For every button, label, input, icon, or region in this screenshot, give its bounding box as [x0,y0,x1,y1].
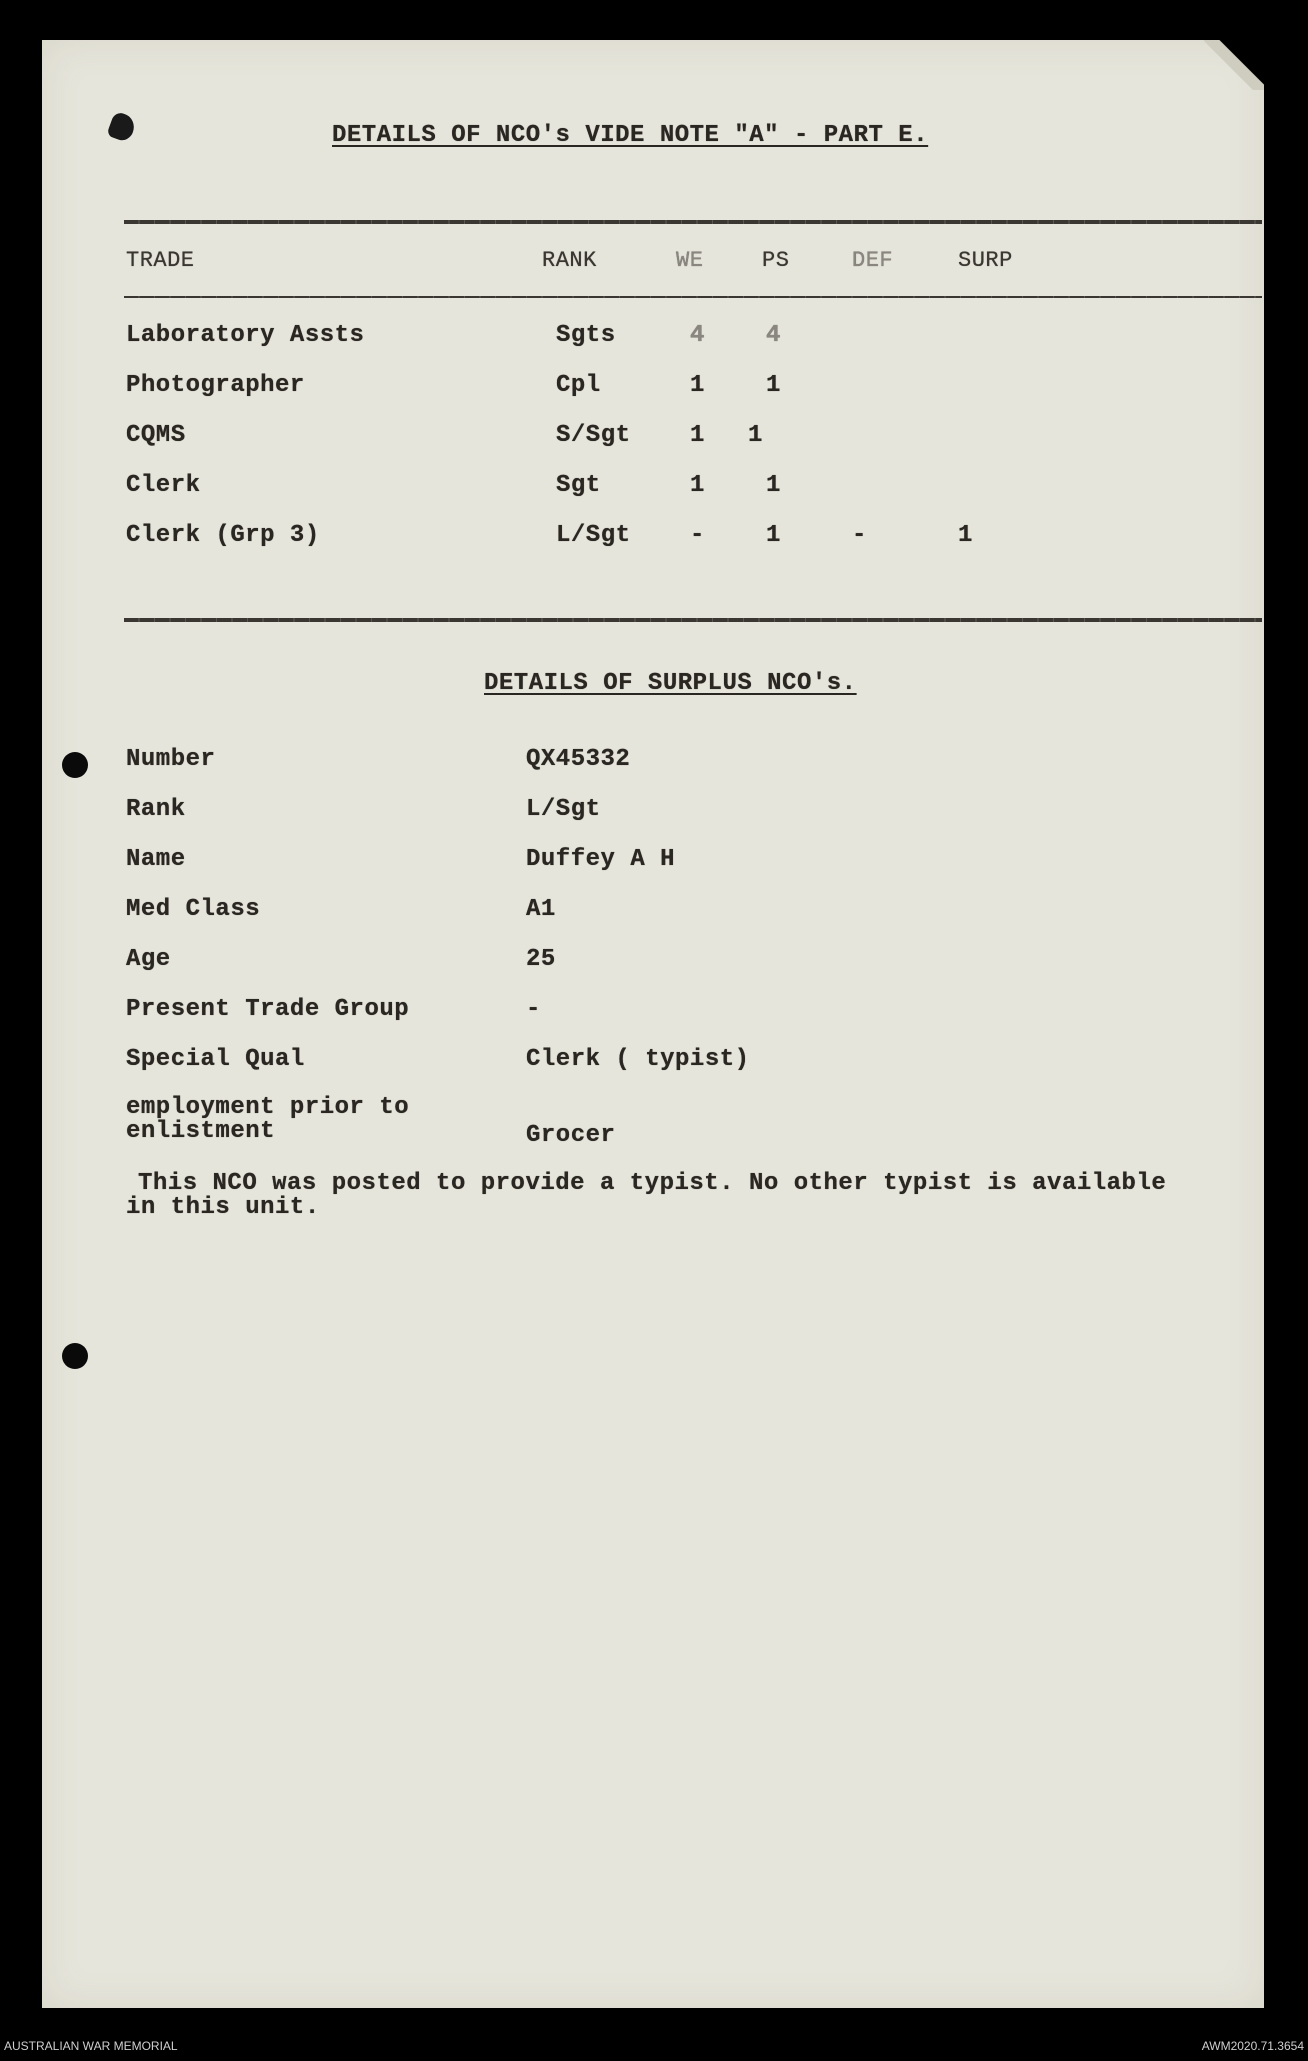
header-rank: RANK [542,248,597,273]
detail-value: 25 [526,946,556,973]
detail-label: Age [126,946,171,973]
page-title: DETAILS OF NCO's VIDE NOTE "A" - PART E. [332,122,929,149]
detail-label: Special Qual [126,1046,305,1073]
archive-reference: AWM2020.71.3654 [1201,2039,1304,2053]
detail-value: L/Sgt [526,796,601,823]
cell-we: - [690,522,705,549]
detail-value: Grocer [526,1122,616,1149]
cell-ps: 4 [766,322,781,349]
cell-ps: 1 [748,422,763,449]
note-line: This NCO was posted to provide a typist. No other typist is available [138,1170,1167,1197]
header-def: DEF [852,248,894,273]
punch-hole [62,1343,88,1369]
cell-rank: Sgt [556,472,601,499]
detail-value: QX45332 [526,746,631,773]
archive-credit: AUSTRALIAN WAR MEMORIAL [4,2039,178,2053]
detail-value: Duffey A H [526,846,676,873]
surplus-title: DETAILS OF SURPLUS NCO's. [484,670,857,697]
detail-label: Rank [126,796,186,823]
detail-label: Number [126,746,216,773]
cell-def: - [852,522,867,549]
header-ps: PS [762,248,790,273]
header-we: WE [676,248,704,273]
cell-trade: Clerk (Grp 3) [126,522,320,549]
cell-ps: 1 [766,472,781,499]
detail-value: Clerk ( typist) [526,1046,750,1073]
cell-we: 1 [690,422,705,449]
folded-corner [1204,40,1264,90]
detail-value: - [526,996,541,1023]
detail-label: employment prior to enlistment [126,1094,410,1145]
cell-we: 1 [690,372,705,399]
cell-ps: 1 [766,522,781,549]
detail-label: Name [126,846,186,873]
punch-hole [62,752,88,778]
detail-label: Med Class [126,896,261,923]
table-rule-header [124,296,1262,298]
header-surp: SURP [958,248,1013,273]
header-trade: TRADE [126,248,195,273]
cell-rank: L/Sgt [556,522,631,549]
cell-rank: Sgts [556,322,616,349]
cell-we: 1 [690,472,705,499]
cell-trade: Clerk [126,472,201,499]
cell-trade: Photographer [126,372,305,399]
table-rule-bottom [124,618,1262,622]
cell-trade: CQMS [126,422,186,449]
cell-ps: 1 [766,372,781,399]
detail-value: A1 [526,896,556,923]
detail-label: Present Trade Group [126,996,410,1023]
cell-trade: Laboratory Assts [126,322,365,349]
cell-we: 4 [690,322,705,349]
note-line: in this unit. [126,1194,320,1221]
cell-rank: S/Sgt [556,422,631,449]
table-rule-top [124,220,1262,224]
cell-surp: 1 [958,522,973,549]
cell-rank: Cpl [556,372,601,399]
